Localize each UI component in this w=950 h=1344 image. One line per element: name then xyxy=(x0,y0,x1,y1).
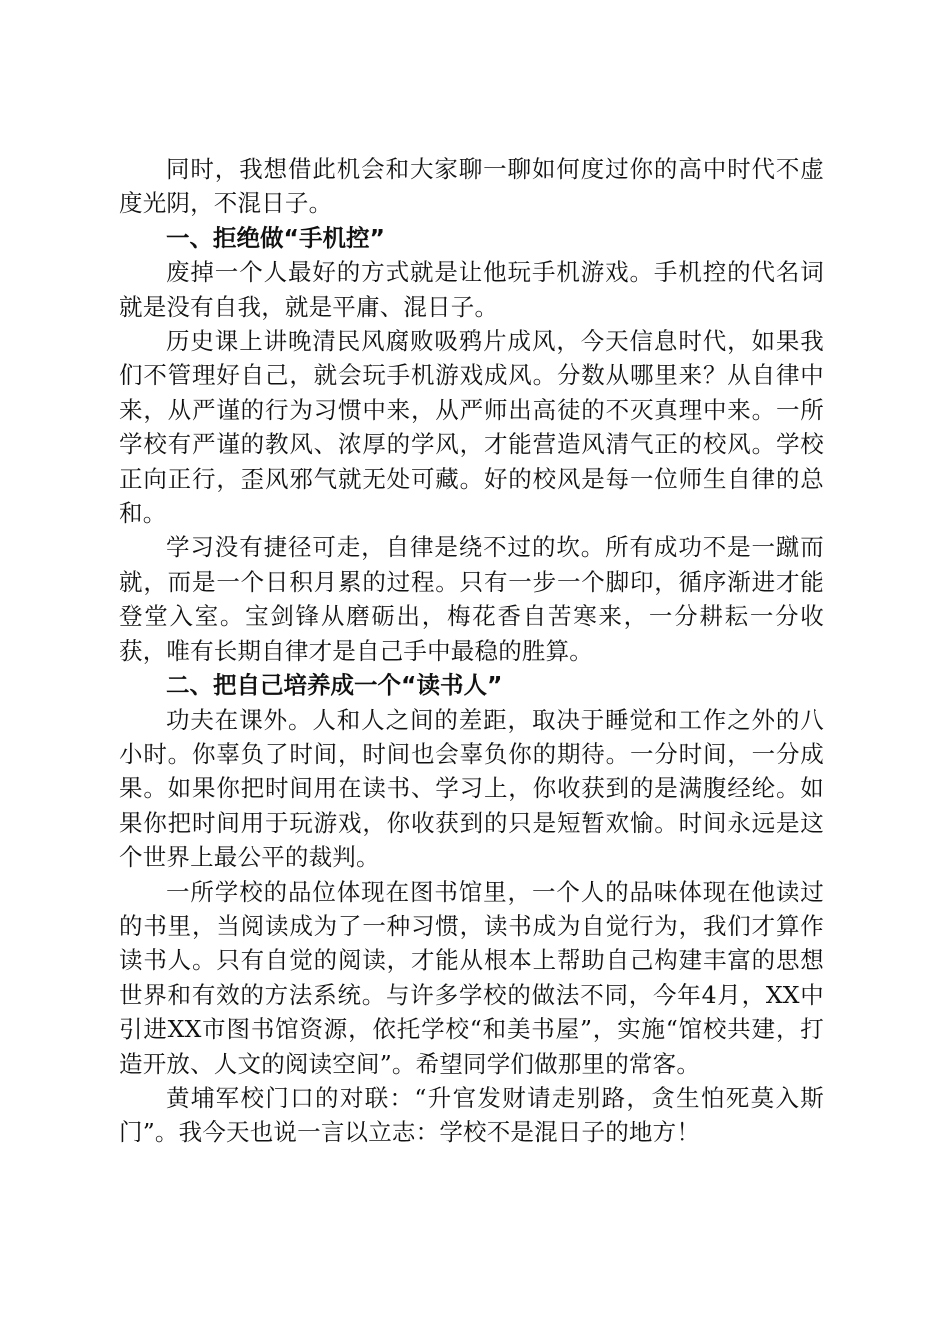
paragraph-time-outside-class: 功夫在课外。人和人之间的差距，取决于睡觉和工作之外的八小时。你辜负了时间，时间也会辜负你的期待。一分时间，一分成果。如果你把时间用在读书、学习上，你收获到的是满腹经纶。如果你把时间用于玩游戏，你收获到的只是短暂欢愉。时间永远是这个世界上最公平的裁判。 xyxy=(119,705,824,872)
document-body xyxy=(119,152,824,1150)
section-heading-2: 二、把自己培养成一个“读书人” xyxy=(166,671,503,700)
paragraph-history-class: 历史课上讲晚清民风腐败吸鸦片成风，今天信息时代，如果我们不管理好自己，就会玩手机游戏成风。分数从哪里来？从自律中来，从严谨的行为习惯中来，从严师出高徒的不灭真理中来。一所学校有严谨的教风、浓厚的学风，才能营造风清气正的校风。学校正向正行，歪风邪气就无处可藏。好的校风是每一位师生自律的总和。 xyxy=(119,327,824,528)
section-heading-1: 一、拒绝做“手机控” xyxy=(166,223,385,252)
paragraph-intro: 同时，我想借此机会和大家聊一聊如何度过你的高中时代不虚度光阴，不混日子。 xyxy=(119,155,824,218)
paragraph-phone-addiction: 废掉一个人最好的方式就是让他玩手机游戏。手机控的代名词就是没有自我，就是平庸、混日子。 xyxy=(119,258,824,321)
paragraph-library: 一所学校的品位体现在图书馆里，一个人的品味体现在他读过的书里，当阅读成为了一种习惯，读书成为自觉行为，我们才算作读书人。只有自觉的阅读，才能从根本上帮助自己构建丰富的思想世界和有效的方法系统。与许多学校的做法不同，今年4月，XX中引进XX市图书馆资源，依托学校“和美书屋”，实施“馆校共建，打造开放、人文的阅读空间”。希望同学们做那里的常客。 xyxy=(119,877,824,1078)
paragraph-whampoa-couplet: 黄埔军校门口的对联：“升官发财请走别路，贪生怕死莫入斯门”。我今天也说一言以立志：学校不是混日子的地方！ xyxy=(119,1083,824,1147)
paragraph-self-discipline: 学习没有捷径可走，自律是绕不过的坎。所有成功不是一蹴而就，而是一个日积月累的过程。只有一步一个脚印，循序渐进才能登堂入室。宝剑锋从磨砺出，梅花香自苦寒来，一分耕耘一分收获，唯有长期自律才是自己手中最稳的胜算。 xyxy=(119,533,824,665)
